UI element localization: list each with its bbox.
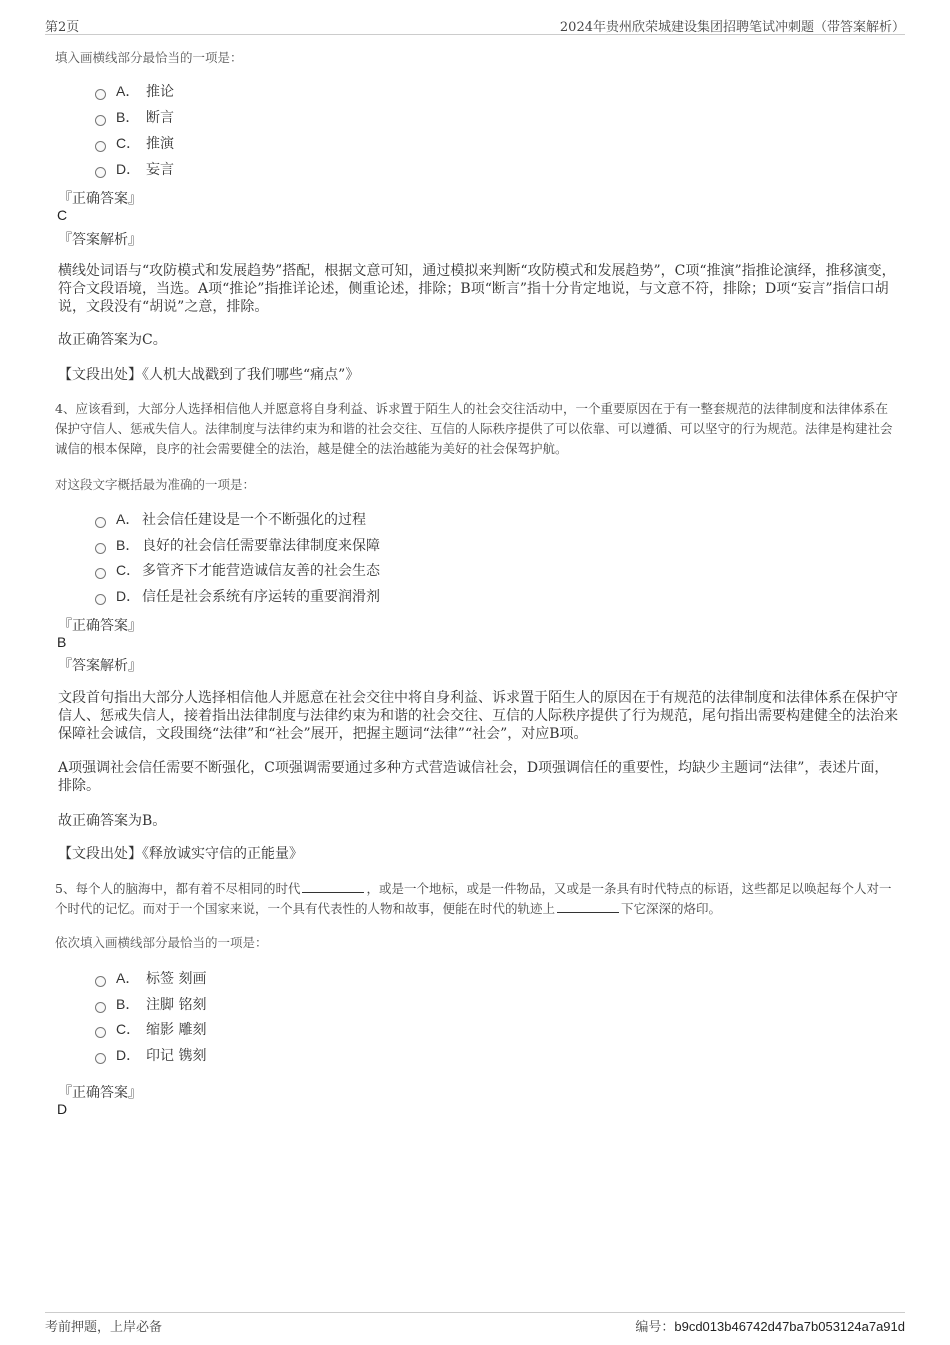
document-code: 编号：b9cd013b46742d47ba7b053124a7a91d xyxy=(635,1319,905,1335)
q5-option-d[interactable]: D． 印记 镌刻 xyxy=(95,1044,206,1066)
page-header xyxy=(45,14,905,35)
q4-option-b[interactable]: B． 良好的社会信任需要靠法律制度来保障 xyxy=(95,534,380,556)
radio-icon[interactable] xyxy=(95,1002,106,1013)
q5-answer-label: 『正确答案』 xyxy=(58,1085,142,1101)
radio-icon[interactable] xyxy=(95,1027,106,1038)
q4-source: 【文段出处】《释放诚实守信的正能量》 xyxy=(58,846,303,862)
q5-option-b[interactable]: B． 注脚 铭刻 xyxy=(95,993,206,1015)
document-title: 2024年贵州欣荣城建设集团招聘笔试冲刺题（带答案解析） xyxy=(559,20,905,35)
q3-option-d[interactable]: D． 妄言 xyxy=(95,158,174,180)
fill-blank-2 xyxy=(557,900,619,913)
q4-conclusion: 故正确答案为B。 xyxy=(58,813,167,829)
q3-answer: C xyxy=(57,207,68,223)
q4-analysis-text: 文段首句指出大部分人选择相信他人并愿意在社会交往中将自身利益、诉求置于陌生人的原因在于有规范的法律制度和法律体系在保护守信人、惩戒失信人，接着指出法律制度与法律约束为和谐的社会交往、互信的人际秩序提供了行为规范，尾句指出需要构建健全的法治来保障社会诚信，文段围绕“法律”和“社会”展开，把握主题词“法律”“社会”，对应B项。 xyxy=(58,690,898,742)
q5-option-c[interactable]: C． 缩影 雕刻 xyxy=(95,1018,206,1040)
radio-icon[interactable] xyxy=(95,568,106,579)
q4-option-c[interactable]: C． 多管齐下才能营造诚信友善的社会生态 xyxy=(95,559,380,581)
radio-icon[interactable] xyxy=(95,1053,106,1064)
q4-analysis-label: 『答案解析』 xyxy=(58,658,142,674)
q3-option-c[interactable]: C． 推演 xyxy=(95,132,174,154)
radio-icon[interactable] xyxy=(95,141,106,152)
page-footer xyxy=(45,1312,905,1335)
q5-option-a[interactable]: A． 标签 刻画 xyxy=(95,967,206,989)
radio-icon[interactable] xyxy=(95,89,106,100)
footer-slogan: 考前押题，上岸必备 xyxy=(45,1320,163,1335)
radio-icon[interactable] xyxy=(95,594,106,605)
q4-answer-label: 『正确答案』 xyxy=(58,618,142,634)
radio-icon[interactable] xyxy=(95,167,106,178)
q4-analysis-options: A项强调社会信任需要不断强化，C项强调需要通过多种方式营造诚信社会，D项强调信任的重要性，均缺少主题词“法律”，表述片面，排除。 xyxy=(58,760,889,794)
q5-prompt: 依次填入画横线部分最恰当的一项是： xyxy=(55,935,268,950)
radio-icon[interactable] xyxy=(95,517,106,528)
fill-blank-1 xyxy=(302,880,364,893)
q4-option-d[interactable]: D． 信任是社会系统有序运转的重要润滑剂 xyxy=(95,585,380,607)
q4-stem: 4、应该看到，大部分人选择相信他人并愿意将自身利益、诉求置于陌生人的社会交往活动中，一个重要原因在于有一整套规范的法律制度和法律体系在保护守信人、惩戒失信人。法律制度与法律约束为和谐的社会交往、互信的人际秩序提供了可以依靠、可以遵循、可以坚守的行为规范。法律是构建社会诚信的根本保障，良序的社会需要健全的法治，越是健全的法治越能为美好的社会保驾护航。 xyxy=(55,401,893,456)
q4-prompt: 对这段文字概括最为准确的一项是： xyxy=(55,477,256,492)
radio-icon[interactable] xyxy=(95,976,106,987)
page-number: 第2页 xyxy=(45,20,80,35)
q5-answer: D xyxy=(57,1101,68,1117)
q5-stem: 5、每个人的脑海中，都有着不尽相同的时代 ，或是一个地标，或是一件物品，又或是一条具有时代特点的标语，这些都足以唤起每个人对一个时代的记忆。而对于一个国家来说，一个具有代表性的人物和故事，便能在时代的轨迹上 下它深深的烙印。 xyxy=(55,881,892,916)
q3-analysis-text: 横线处词语与“攻防模式和发展趋势”搭配，根据文意可知，通过模拟来判断“攻防模式和发展趋势”，C项“推演”指推论演绎，推移演变，符合文段语境，当选。A项“推论”指推详论述，侧重论述，排除；B项“断言”指十分肯定地说，与文意不符，排除；D项“妄言”指信口胡说，文段没有“胡说”之意，排除。 xyxy=(58,263,896,315)
q3-analysis-label: 『答案解析』 xyxy=(58,232,142,248)
q3-source: 【文段出处】《人机大战戳到了我们哪些“痛点”》 xyxy=(58,367,360,383)
q3-prompt: 填入画横线部分最恰当的一项是： xyxy=(55,50,243,65)
radio-icon[interactable] xyxy=(95,115,106,126)
radio-icon[interactable] xyxy=(95,543,106,554)
q4-answer: B xyxy=(57,634,67,650)
q3-option-a[interactable]: A． 推论 xyxy=(95,80,174,102)
q3-option-b[interactable]: B． 断言 xyxy=(95,106,174,128)
q3-conclusion: 故正确答案为C。 xyxy=(58,332,167,348)
q3-answer-label: 『正确答案』 xyxy=(58,191,142,207)
q4-option-a[interactable]: A． 社会信任建设是一个不断强化的过程 xyxy=(95,508,366,530)
